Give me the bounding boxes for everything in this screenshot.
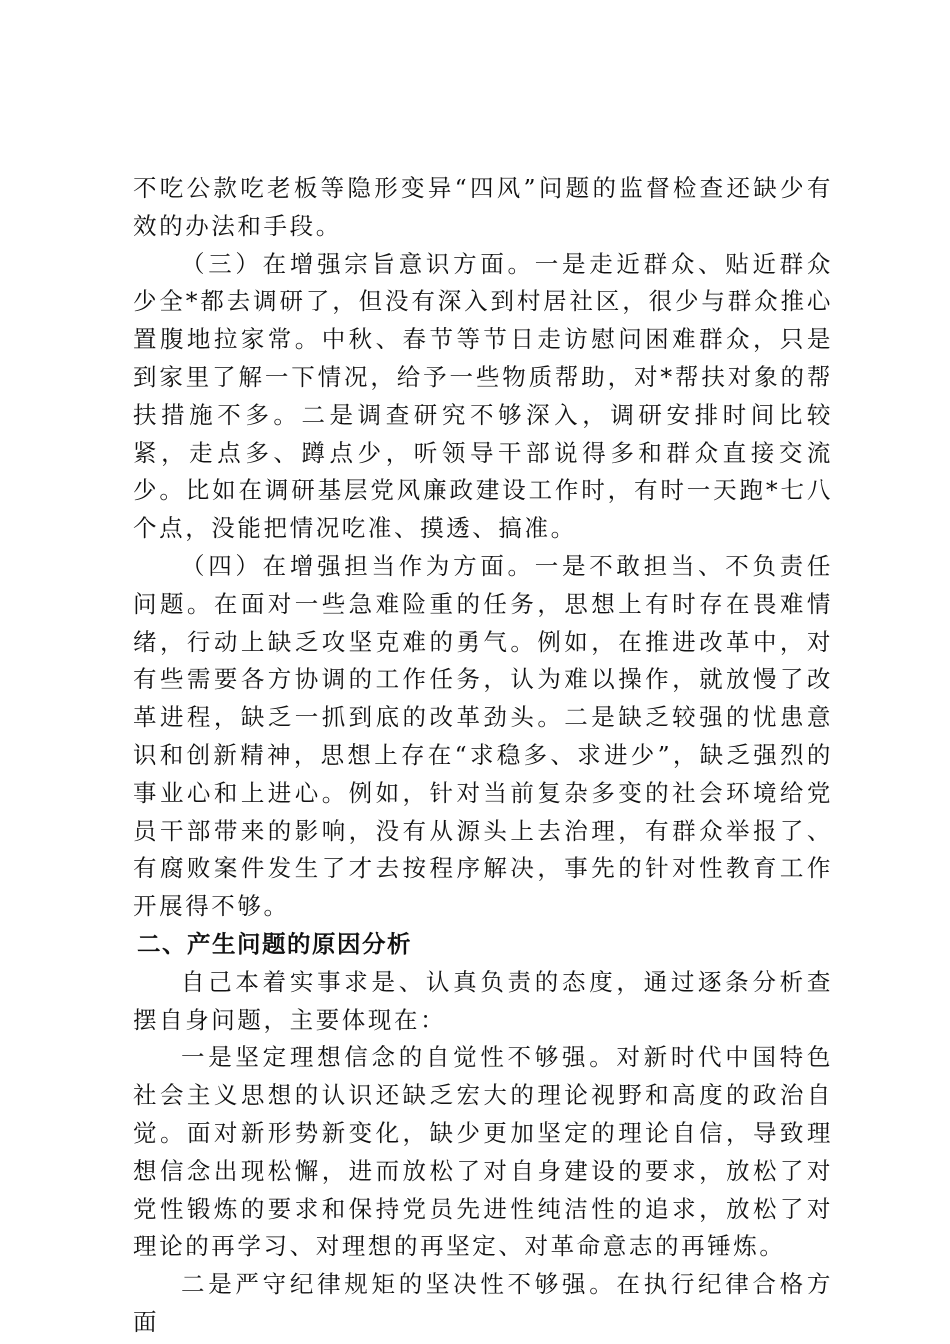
document-body bbox=[133, 170, 833, 1342]
paragraph-point-two: 二是严守纪律规矩的坚决性不够强。在执行纪律合格方面 bbox=[133, 1270, 833, 1336]
paragraph-continuation: 不吃公款吃老板等隐形变异“四风”问题的监督检查还缺少有效的办法和手段。 bbox=[133, 174, 833, 240]
paragraph-section-four: （四）在增强担当作为方面。一是不敢担当、不负责任问题。在面对一些急难险重的任务，思想上有时存在畏难情绪，行动上缺乏攻坚克难的勇气。例如，在推进改革中，对有些需要各方协调的工作任务，认为难以操作，就放慢了改革进程，缺乏一抓到底的改革劲头。二是缺乏较强的忧患意识和创新精神，思想上存在“求稳多、求进少”，缺乏强烈的事业心和上进心。例如，针对当前复杂多变的社会环境给党员干部带来的影响，没有从源头上去治理，有群众举报了、有腐败案件发生了才去按程序解决，事先的针对性教育工作开展得不够。 bbox=[133, 551, 833, 921]
section-heading-cause-analysis: 二、产生问题的原因分析 bbox=[137, 929, 412, 958]
paragraph-section-three: （三）在增强宗旨意识方面。一是走近群众、贴近群众少全*都去调研了，但没有深入到村居社区，很少与群众推心置腹地拉家常。中秋、春节等节日走访慰问困难群众，只是到家里了解一下情况，给予一些物质帮助，对*帮扶对象的帮扶措施不多。二是调查研究不够深入，调研安排时间比较紧，走点多、蹲点少，听领导干部说得多和群众直接交流少。比如在调研基层党风廉政建设工作时，有时一天跑*七八个点，没能把情况吃准、摸透、搞准。 bbox=[133, 249, 833, 543]
paragraph-intro: 自己本着实事求是、认真负责的态度，通过逐条分析查摆自身问题，主要体现在： bbox=[133, 967, 833, 1034]
paragraph-point-one: 一是坚定理想信念的自觉性不够强。对新时代中国特色社会主义思想的认识还缺乏宏大的理论视野和高度的政治自觉。面对新形势新变化，缺少更加坚定的理论自信，导致理想信念出现松懈，进而放松了对自身建设的要求，放松了对党性锻炼的要求和保持党员先进性纯洁性的追求，放松了对理论的再学习、对理想的再坚定、对革命意志的再锤炼。 bbox=[133, 1043, 833, 1261]
